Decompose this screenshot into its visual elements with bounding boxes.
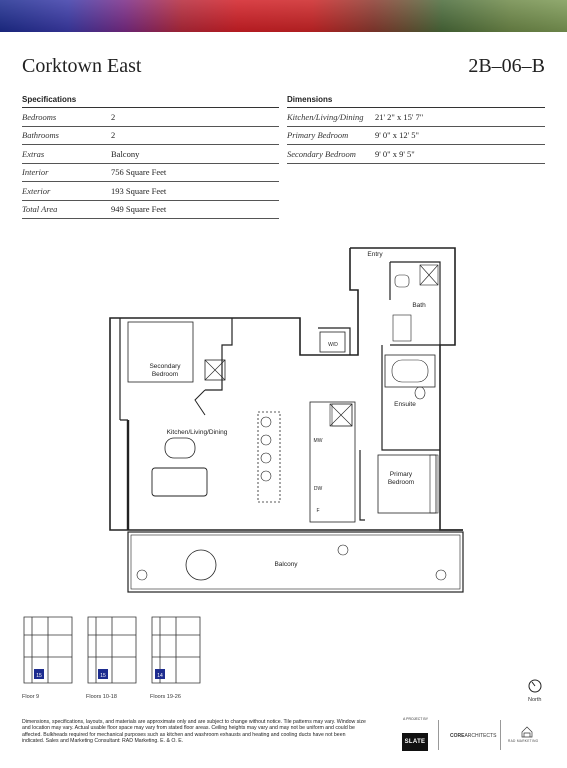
core-logo-rest: ARCHITECTS xyxy=(464,733,497,739)
dimensions-table xyxy=(287,95,545,164)
spec-value: 193 Square Feet xyxy=(111,185,167,196)
north-arrow-icon xyxy=(528,679,542,693)
label-wd: W/D xyxy=(328,342,338,348)
label-entry: Entry xyxy=(367,251,383,258)
label-primary-bedroom-2: Bedroom xyxy=(387,479,415,486)
outer-wall-east xyxy=(350,248,463,530)
spec-value: 2 xyxy=(111,130,116,141)
key-plan-label: Floors 19-26 xyxy=(150,694,181,700)
core-logo-bold: CORE xyxy=(450,733,465,739)
spec-row-bathrooms xyxy=(22,127,279,146)
header-color-band xyxy=(0,0,567,32)
spec-label: Bathrooms xyxy=(22,130,59,141)
dim-value: 21' 2" x 15' 7" xyxy=(375,111,424,122)
label-mw: MW xyxy=(313,438,323,444)
disclaimer-text: Dimensions, specifications, layouts, and materials are approximate only and are subject to change without notice. Tile patterns may vary. Window size and location may vary. Actual usable floor space may vary from stated floor areas. Ceiling heights may vary and may not be uniform and could be affected. Bulkheads required for mechanical purposes such as kitchen and washroom exhausts and heating and cooling ducts have not been indicated. Sales and Marketing Consultant: RAD Marketing. E. & O. E. xyxy=(22,719,366,745)
dim-label: Kitchen/Living/Dining xyxy=(287,111,364,122)
spec-label: Exterior xyxy=(22,185,51,196)
key-plan-floor-9 xyxy=(22,611,74,689)
rad-marketing-logo-icon xyxy=(512,722,542,750)
unit-code: 2B–06–B xyxy=(468,55,545,77)
north-label: North xyxy=(528,697,542,703)
specifications-heading: Specifications xyxy=(22,95,279,108)
label-balcony: Balcony xyxy=(274,561,298,568)
dim-value: 9' 0" x 12' 5" xyxy=(375,130,420,141)
spec-label: Interior xyxy=(22,167,49,178)
spec-value: 2 xyxy=(111,111,116,122)
key-plan-floors-19-26 xyxy=(150,611,202,689)
footer-divider xyxy=(438,720,439,750)
rad-marketing-text: RAD MARKETING xyxy=(508,739,539,743)
key-plan-label: Floors 10-18 xyxy=(86,694,117,700)
spec-row-total-area xyxy=(22,201,279,220)
project-name: Corktown East xyxy=(22,55,142,77)
key-plan-marker: 15 xyxy=(100,673,106,679)
spec-value: 949 Square Feet xyxy=(111,204,167,215)
floor-plan xyxy=(100,240,470,602)
spec-label: Total Area xyxy=(22,204,58,215)
label-dw: DW xyxy=(313,486,323,492)
spec-value: Balcony xyxy=(111,148,140,159)
spec-row-exterior xyxy=(22,182,279,201)
spec-label: Extras xyxy=(22,148,45,159)
spec-row-extras xyxy=(22,145,279,164)
key-plan-marker: 15 xyxy=(36,673,42,679)
spec-row-bedrooms xyxy=(22,108,279,127)
footer-divider xyxy=(500,720,501,750)
label-ensuite: Ensuite xyxy=(394,401,416,408)
label-bath: Bath xyxy=(412,302,426,309)
key-plan-label: Floor 9 xyxy=(22,694,40,700)
specifications-table xyxy=(22,95,279,219)
dim-value: 9' 0" x 9' 5" xyxy=(375,148,415,159)
spec-value: 756 Square Feet xyxy=(111,167,167,178)
label-primary-bedroom-1: Primary xyxy=(389,471,413,478)
key-plan-floors-10-18 xyxy=(86,611,138,689)
label-secondary-bedroom-1: Secondary xyxy=(149,363,181,370)
slate-tagline: A PROJECT BY xyxy=(403,717,429,721)
spec-label: Bedrooms xyxy=(22,111,57,122)
slate-logo: SLATE xyxy=(402,733,428,751)
dim-row-kitchen xyxy=(287,108,545,127)
label-f: F xyxy=(316,508,320,514)
label-kitchen-living-dining: Kitchen/Living/Dining xyxy=(166,429,228,436)
dimensions-heading: Dimensions xyxy=(287,95,545,108)
key-plan-marker: 14 xyxy=(157,673,163,679)
dim-row-primary-bedroom xyxy=(287,127,545,146)
dim-row-secondary-bedroom xyxy=(287,145,545,164)
spec-row-interior xyxy=(22,164,279,183)
dim-label: Primary Bedroom xyxy=(287,130,349,141)
dim-label: Secondary Bedroom xyxy=(287,148,356,159)
core-architects-logo xyxy=(450,733,496,739)
label-secondary-bedroom-2: Bedroom xyxy=(151,371,179,378)
